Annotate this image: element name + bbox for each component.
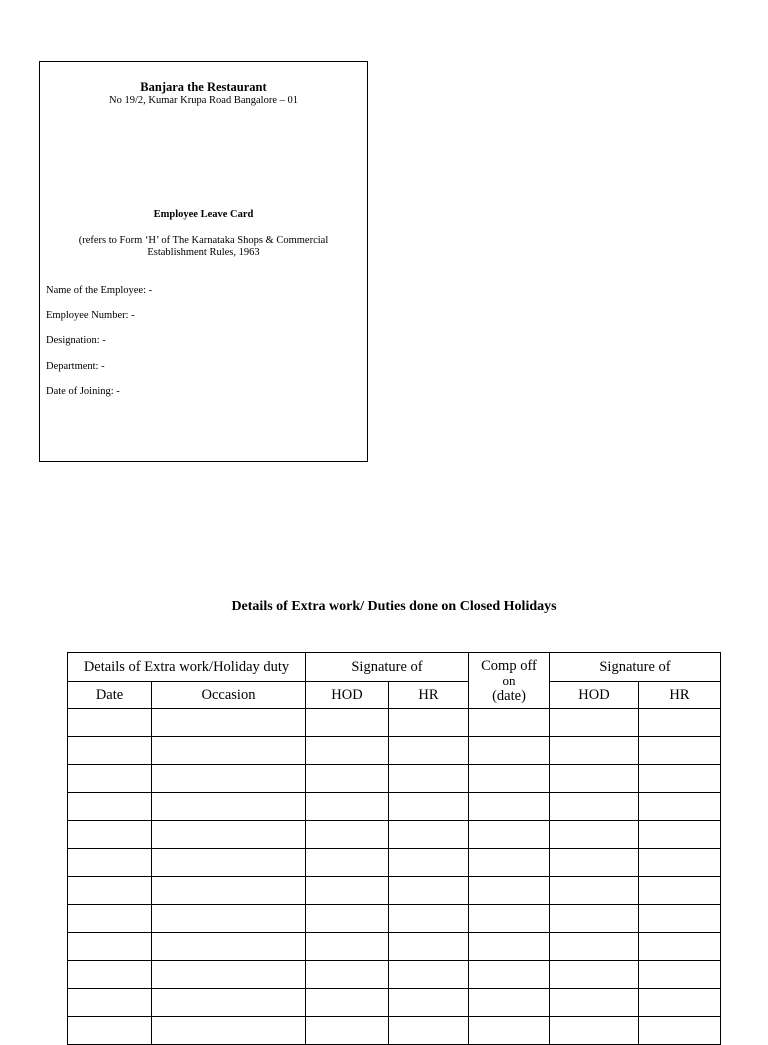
table-row — [68, 737, 721, 765]
cell-hod-sign — [306, 1017, 389, 1045]
cell-occasion — [152, 765, 306, 793]
cell-hod-sign-2 — [550, 737, 639, 765]
cell-hod-sign — [306, 961, 389, 989]
cell-hr-sign-2 — [639, 709, 721, 737]
cell-hr-sign-2 — [639, 905, 721, 933]
cell-occasion — [152, 793, 306, 821]
cell-hr-sign-2 — [639, 1017, 721, 1045]
cell-comp-off-date — [469, 989, 550, 1017]
cell-hod-sign — [306, 709, 389, 737]
field-designation: Designation: - — [46, 335, 106, 347]
cell-hod-sign — [306, 933, 389, 961]
table-row — [68, 933, 721, 961]
cell-date — [68, 793, 152, 821]
header-comp-off-line1: Comp off — [481, 657, 537, 674]
cell-hod-sign-2 — [550, 709, 639, 737]
cell-occasion — [152, 821, 306, 849]
cell-hr-sign-2 — [639, 849, 721, 877]
cell-comp-off-date — [469, 905, 550, 933]
extra-work-title: Details of Extra work/ Duties done on Closed Holidays — [231, 599, 557, 614]
header-comp-off-line3: (date) — [492, 687, 526, 704]
cell-occasion — [152, 905, 306, 933]
header-extra-work-group: Details of Extra work/Holiday duty — [68, 653, 306, 682]
cell-comp-off-date — [469, 709, 550, 737]
cell-date — [68, 989, 152, 1017]
table-header-row-2 — [68, 682, 721, 709]
cell-date — [68, 1017, 152, 1045]
cell-hod-sign-2 — [550, 933, 639, 961]
cell-hr-sign-2 — [639, 821, 721, 849]
cell-comp-off-date — [469, 961, 550, 989]
cell-hr-sign-2 — [639, 737, 721, 765]
cell-hod-sign — [306, 765, 389, 793]
cell-occasion — [152, 849, 306, 877]
cell-hr-sign — [389, 989, 469, 1017]
header-hod-2: HOD — [550, 682, 639, 709]
cell-comp-off-date — [469, 877, 550, 905]
cell-hr-sign-2 — [639, 765, 721, 793]
cell-date — [68, 933, 152, 961]
field-date-of-joining: Date of Joining: - — [46, 385, 120, 397]
cell-hr-sign-2 — [639, 877, 721, 905]
table-header-row-1 — [68, 653, 721, 682]
cell-date — [68, 849, 152, 877]
cell-hr-sign-2 — [639, 961, 721, 989]
field-employee-number: Employee Number: - — [46, 310, 135, 322]
table-row — [68, 1017, 721, 1045]
cell-hod-sign-2 — [550, 849, 639, 877]
cell-hod-sign — [306, 989, 389, 1017]
cell-hod-sign-2 — [550, 765, 639, 793]
header-occasion: Occasion — [152, 682, 306, 709]
table-row — [68, 961, 721, 989]
cell-comp-off-date — [469, 765, 550, 793]
table-row — [68, 765, 721, 793]
header-hod-1: HOD — [306, 682, 389, 709]
cell-hr-sign — [389, 877, 469, 905]
cell-comp-off-date — [469, 933, 550, 961]
cell-date — [68, 877, 152, 905]
cell-comp-off-date — [469, 821, 550, 849]
cell-occasion — [152, 989, 306, 1017]
cell-hr-sign — [389, 961, 469, 989]
leave-card — [39, 61, 368, 462]
cell-hod-sign-2 — [550, 989, 639, 1017]
table-row — [68, 821, 721, 849]
employee-fields — [46, 285, 152, 411]
cell-hod-sign — [306, 737, 389, 765]
card-title: Employee Leave Card — [153, 209, 254, 220]
cell-hr-sign-2 — [639, 933, 721, 961]
header-hr-2: HR — [639, 682, 721, 709]
header-date: Date — [68, 682, 152, 709]
header-comp-off — [469, 653, 550, 709]
cell-occasion — [152, 877, 306, 905]
cell-date — [68, 737, 152, 765]
cell-hr-sign — [389, 1017, 469, 1045]
card-reference: (refers to Form ‘H’ of The Karnataka Shops & Commercial Establishment Rules, 1963 — [78, 235, 329, 258]
header-comp-off-line2: on — [502, 672, 516, 688]
header-signature-group-2: Signature of — [550, 653, 721, 682]
cell-hr-sign — [389, 905, 469, 933]
cell-occasion — [152, 737, 306, 765]
cell-hr-sign — [389, 765, 469, 793]
cell-hr-sign — [389, 821, 469, 849]
cell-occasion — [152, 1017, 306, 1045]
table-row — [68, 989, 721, 1017]
table-row — [68, 877, 721, 905]
field-employee-name: Name of the Employee: - — [46, 285, 153, 296]
cell-hod-sign — [306, 849, 389, 877]
cell-hr-sign — [389, 933, 469, 961]
cell-date — [68, 961, 152, 989]
extra-work-table — [67, 652, 721, 1045]
cell-hr-sign-2 — [639, 793, 721, 821]
cell-date — [68, 709, 152, 737]
cell-comp-off-date — [469, 849, 550, 877]
cell-date — [68, 905, 152, 933]
cell-hod-sign — [306, 905, 389, 933]
cell-date — [68, 821, 152, 849]
cell-comp-off-date — [469, 1017, 550, 1045]
cell-hod-sign — [306, 793, 389, 821]
extra-work-body — [68, 709, 721, 1045]
header-hr-1: HR — [389, 682, 469, 709]
cell-occasion — [152, 709, 306, 737]
cell-hod-sign-2 — [550, 877, 639, 905]
cell-comp-off-date — [469, 737, 550, 765]
cell-comp-off-date — [469, 793, 550, 821]
table-row — [68, 905, 721, 933]
table-row — [68, 849, 721, 877]
cell-hod-sign — [306, 821, 389, 849]
cell-date — [68, 765, 152, 793]
header-signature-group-1: Signature of — [306, 653, 469, 682]
cell-hr-sign-2 — [639, 989, 721, 1017]
cell-occasion — [152, 961, 306, 989]
cell-hr-sign — [389, 737, 469, 765]
restaurant-address: No 19/2, Kumar Krupa Road Bangalore – 01 — [109, 95, 298, 106]
cell-hod-sign-2 — [550, 793, 639, 821]
cell-hr-sign — [389, 709, 469, 737]
cell-hod-sign-2 — [550, 905, 639, 933]
cell-hod-sign-2 — [550, 1017, 639, 1045]
table-row — [68, 793, 721, 821]
cell-hod-sign-2 — [550, 961, 639, 989]
cell-hr-sign — [389, 793, 469, 821]
cell-hod-sign — [306, 877, 389, 905]
table-row — [68, 709, 721, 737]
restaurant-name: Banjara the Restaurant — [140, 80, 267, 94]
cell-occasion — [152, 933, 306, 961]
field-department: Department: - — [46, 360, 105, 372]
cell-hr-sign — [389, 849, 469, 877]
cell-hod-sign-2 — [550, 821, 639, 849]
